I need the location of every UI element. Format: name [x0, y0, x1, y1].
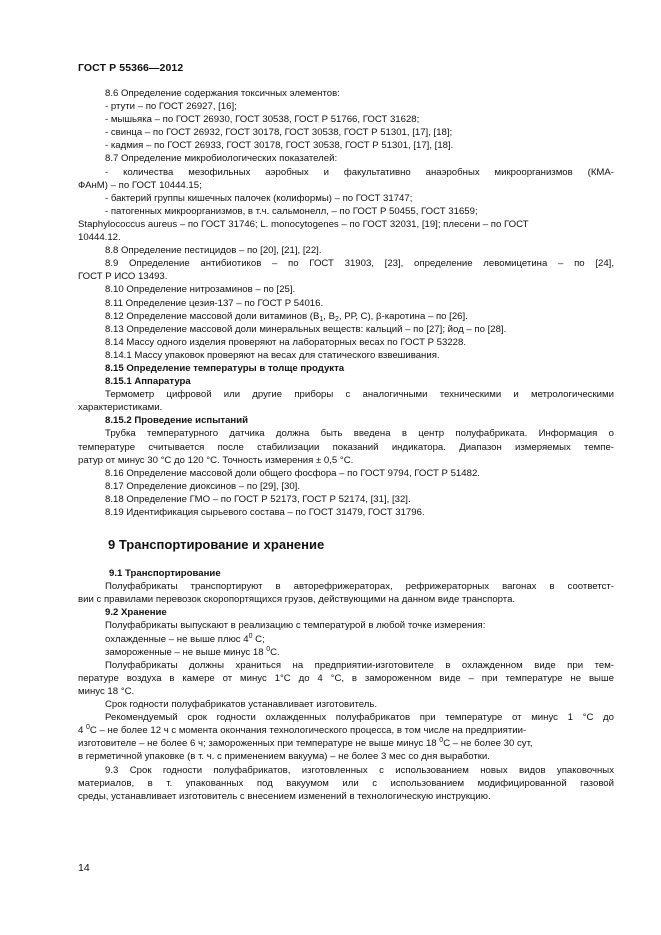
list-item: - патогенных микроорганизмов, в т.ч. сальмонелл, – по ГОСТ Р 50455, ГОСТ 31659;: [105, 205, 478, 217]
paragraph-line: изготовителе – не более 6 ч; замороженных при температуре не выше минус 18 $^0$С – не более 30 сут,: [78, 737, 533, 750]
paragraph-line: Staphylococcus aureus – по ГОСТ 31746; L. monocytogenes – по ГОСТ 32031, [19]; плесени – по ГОСТ: [78, 218, 529, 230]
paragraph-line: 4 $^0$С – не более 12 ч с момента окончания технологического процесса, в том числе на предприятии-: [78, 724, 527, 737]
clause-8-9: 8.9 Определение антибиотиков – по ГОСТ 31903, [23], определение левомицетина – по [24],: [105, 258, 614, 270]
paragraph-line: ратур от минус 30 °С до 120 °С. Точность измерения ± 0,5 °С.: [78, 454, 354, 466]
paragraph-line: среды, устанавливает изготовитель с внесением изменений в технологическую инструкцию.: [78, 790, 491, 802]
clause-8-17: 8.17 Определение диоксинов – по [29], [30].: [105, 480, 301, 492]
paragraph-line: - количества мезофильных аэробных и факультативно анаэробных микроорганизмов (КМА-: [105, 166, 614, 178]
frozen-temperature: замороженные – не выше минус 18 $^0$С.: [105, 645, 280, 658]
clause-9-1-heading: 9.1 Транспортирование: [109, 568, 221, 580]
list-item: - ртути – по ГОСТ 26927, [16];: [105, 101, 237, 113]
list-item: - мышьяка – по ГОСТ 26930, ГОСТ 30538, ГОСТ Р 51766, ГОСТ 31628;: [105, 114, 420, 126]
clause-8-19: 8.19 Идентификация сырьевого состава – по ГОСТ 31479, ГОСТ 31796.: [105, 507, 425, 518]
paragraph-line: 10444.12.: [78, 232, 121, 244]
paragraph-line: в герметичной упаковке (в т. ч. с применением вакуума) – не более 3 мес со дня выработки.: [78, 751, 490, 763]
paragraph-line: ФАнМ) – по ГОСТ 10444.15;: [78, 179, 202, 191]
paragraph-line: Полуфабрикаты транспортируют в авторефрижераторах, рефрижераторных вагонах в соответст-: [105, 581, 614, 593]
clause-8-18: 8.18 Определение ГМО – по ГОСТ Р 52173, ГОСТ Р 52174, [31], [32].: [105, 493, 411, 505]
section-9-heading: 9 Транспортирование и хранение: [108, 537, 325, 553]
paragraph-line: пературе воздуха в камере от минус 1°С до 4 °С, в замороженном виде – при температуре не выше: [78, 672, 614, 684]
paragraph-line: Рекомендуемый срок годности охлажденных полуфабрикатов при температуре от минус 1 °С до: [105, 712, 614, 724]
clause-9-2-heading: 9.2 Хранение: [105, 607, 167, 619]
clause-8-12: 8.12 Определение массовой доли витаминов ($В_1$, $В_2$, РР, С), β-каротина – по [26].: [105, 310, 468, 323]
paragraph-line: вии с правилами перевозок скоропортящихся грузов, действующими на данном виде транспорта.: [78, 594, 516, 606]
paragraph-line: характеристиками.: [78, 402, 163, 414]
document-body: [78, 87, 614, 803]
clause-8-13: 8.13 Определение массовой доли минеральных веществ: кальций – по [27]; йод – по [28].: [105, 323, 507, 335]
paragraph-line: Полуфабрикаты выпускают в реализацию с температурой в любой точке измерения:: [105, 620, 486, 632]
standard-code-header: ГОСТ Р 55366—2012: [78, 62, 184, 74]
paragraph-line: материалов, в т. упакованных под вакуумом или с использованием модифицированной газовой: [78, 777, 614, 789]
paragraph-line: температуре считывается после стабилизации показаний индикатора. Диапазон измеряемых темпе-: [78, 441, 614, 453]
paragraph-line: Срок годности полуфабрикатов устанавливает изготовитель.: [105, 699, 378, 711]
paragraph-line: Термометр цифровой или другие приборы с аналогичными техническими и метрологическими: [105, 389, 614, 401]
paragraph-line: минус 18 °С.: [78, 685, 135, 697]
clause-8-15-1-heading: 8.15.1 Аппаратура: [105, 376, 191, 388]
page-number: 14: [78, 862, 90, 874]
list-item: - бактерий группы кишечных палочек (колиформы) – по ГОСТ 31747;: [105, 192, 413, 204]
clause-8-11: 8.11 Определение цезия-137 – по ГОСТ Р 54016.: [105, 297, 324, 309]
list-item: - свинца – по ГОСТ 26932, ГОСТ 30178, ГОСТ 30538, ГОСТ Р 51301, [17], [18];: [105, 127, 453, 139]
clause-8-6: 8.6 Определение содержания токсичных элементов:: [105, 88, 340, 99]
list-item: - кадмия – по ГОСТ 26933, ГОСТ 30178, ГОСТ 30538, ГОСТ Р 51301, [17], [18].: [105, 140, 454, 152]
chilled-temperature: охлажденные – не выше плюс $4^0$ С;: [105, 632, 265, 645]
paragraph-line: Трубка температурного датчика должна быть введена в центр полуфабриката. Информация о: [105, 428, 614, 440]
clause-8-16: 8.16 Определение массовой доли общего фосфора – по ГОСТ 9794, ГОСТ Р 51482.: [105, 467, 480, 479]
clause-8-8: 8.8 Определение пестицидов – по [20], [21], [22].: [105, 245, 322, 257]
clause-8-7: 8.7 Определение микробиологических показателей:: [105, 153, 338, 165]
paragraph-line: Полуфабрикаты должны храниться на предприятии-изготовителе в охлажденном виде при тем-: [105, 659, 614, 671]
clause-9-3: 9.3 Срок годности полуфабрикатов, изготовленных с использованием новых видов упаковочных: [105, 764, 614, 776]
paragraph-line: ГОСТ Р ИСО 13493.: [78, 271, 168, 283]
clause-8-14-1: 8.14.1 Массу упаковок проверяют на весах для статического взвешивания.: [105, 349, 440, 361]
clause-8-14: 8.14 Массу одного изделия проверяют на лабораторных весах по ГОСТ Р 53228.: [105, 336, 467, 348]
clause-8-10: 8.10 Определение нитрозаминов – по [25].: [105, 284, 296, 296]
clause-8-15-heading: 8.15 Определение температуры в толще продукта: [105, 362, 345, 374]
clause-8-15-2-heading: 8.15.2 Проведение испытаний: [105, 415, 249, 427]
